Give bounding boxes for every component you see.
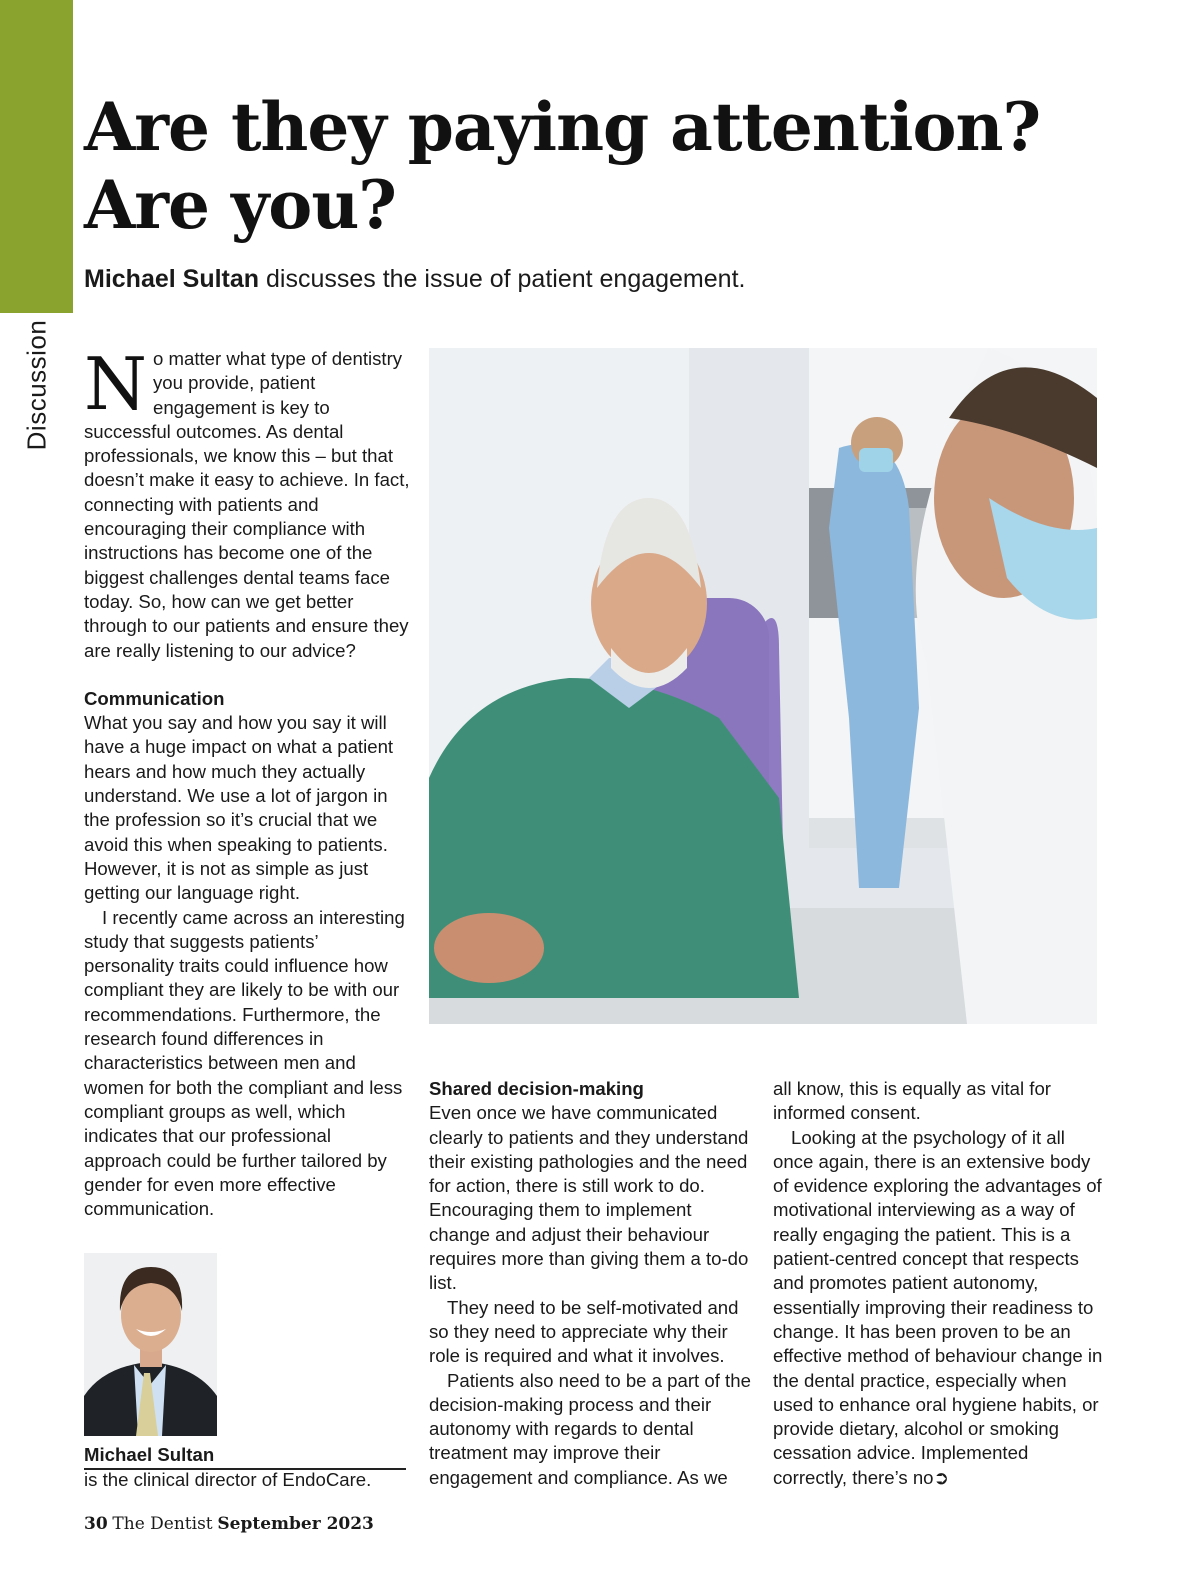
- subheading-communication: Communication: [84, 687, 225, 709]
- body-paragraph: Patients also need to be a part of the decision-making process and their autonomy with regards to dental treatment may improve their engagement and compliance. As we: [429, 1369, 751, 1488]
- intro-paragraph: [84, 342, 412, 663]
- continue-arrow-icon: ➲: [933, 1466, 950, 1488]
- body-paragraph: [773, 1126, 1103, 1490]
- article-column-2: [429, 1077, 754, 1490]
- headline-line-2: Are you?: [84, 166, 396, 244]
- author-name: Michael Sultan: [84, 1443, 406, 1470]
- article-column-1: [84, 342, 412, 1221]
- body-paragraph: What you say and how you say it will have a huge impact on what a patient hears and how much they actually understand. We use a lot of jargon in the profession so it’s crucial that we avoid this when speaking to patients. However, it is not as simple as just getting our language right.: [84, 712, 394, 904]
- standfirst: [84, 262, 745, 296]
- standfirst-author: Michael Sultan: [84, 265, 260, 293]
- body-paragraph: Even once we have communicated clearly to patients and they understand their existing pathologies and the need for action, there is still work to do. Encouraging them to implement change and adjust their behaviour requires more than giving them a to-do list.: [429, 1102, 749, 1294]
- page-footer: [84, 1513, 374, 1535]
- body-paragraph: all know, this is equally as vital for informed consent.: [773, 1078, 1051, 1124]
- author-portrait: [84, 1253, 217, 1436]
- section-label: Discussion: [21, 319, 52, 451]
- drop-cap: N: [84, 342, 147, 426]
- page-number: 30: [84, 1514, 108, 1534]
- subheading-shared-decision-making: Shared decision-making: [429, 1078, 644, 1099]
- body-paragraph: I recently came across an interesting study that suggests patients’ personality traits could influence how compliant they are likely to be with our recommendations. Furthermore, the research found differences in characteristics between men and women for both the compliant and less compliant groups as well, which indicates that our professional approach could be further tailored by gender for even more effective communication.: [84, 906, 405, 1220]
- issue-date: September 2023: [217, 1514, 374, 1534]
- body-text: Looking at the psychology of it all once again, there is an extensive body of evidence exploring the advantages of motivational interviewing as a way of really engaging the patient. This is a patient-centred concept that respects and promotes patient autonomy, essentially improving their readiness to change. It has been proven to be an effective method of behaviour change in the dental practice, especially when used to enhance oral hygiene habits, or provide dietary, alcohol or smoking cessation advice. Implemented correctly, there’s no: [773, 1126, 1103, 1488]
- dental-clinic-photo: [429, 348, 1097, 1024]
- section-color-bar: [0, 0, 73, 313]
- standfirst-text: discusses the issue of patient engagement.: [259, 265, 746, 293]
- author-bio: is the clinical director of EndoCare.: [84, 1469, 372, 1490]
- headline: [84, 88, 1134, 244]
- magazine-name: The Dentist: [112, 1514, 213, 1534]
- headline-line-1: Are they paying attention?: [84, 88, 1041, 166]
- article-column-3: [773, 1077, 1103, 1490]
- intro-text: o matter what type of dentistry you provide, patient engagement is key to successful outcomes. As dental professionals, we know this – but that doesn’t make it easy to achieve. In fact, connecting with patients and encouraging their compliance with instructions has become one of the biggest challenges dental teams face today. So, how can we get better through to our patients and ensure they are really listening to our advice?: [84, 348, 410, 661]
- body-paragraph: They need to be self-motivated and so they need to appreciate why their role is required and what it involves.: [429, 1296, 739, 1367]
